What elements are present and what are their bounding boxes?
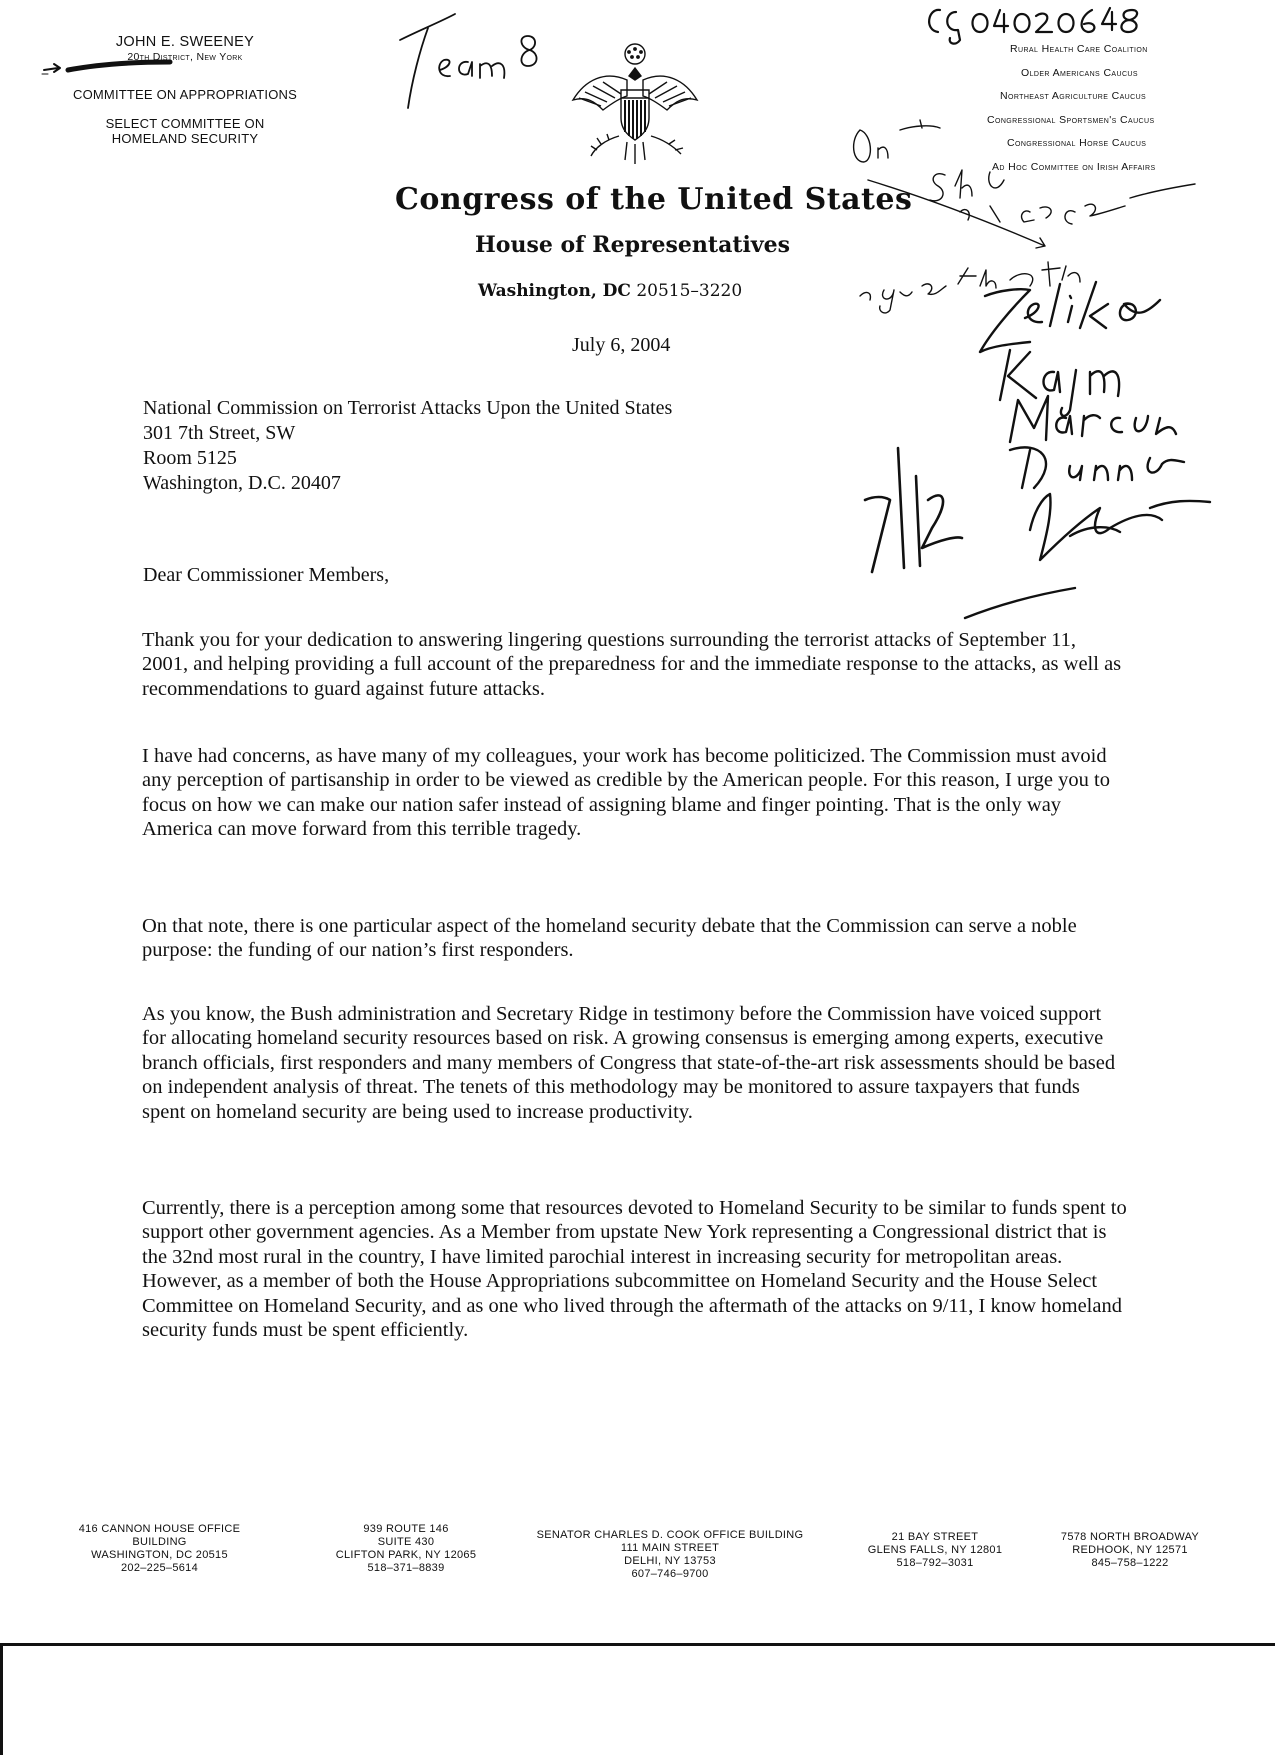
office-line: 939 ROUTE 146 [363,1523,449,1535]
office-line: CLIFTON PARK, NY 12065 [335,1549,477,1561]
recipient-line: Washington, D.C. 20407 [143,472,341,494]
body-paragraph: Currently, there is a perception among some that resources devoted to Homeland Security to be similar to funds spent to support other government agencies. As a Member from upstate New York representing a Congressional district that is the 32nd most rural in the country, I have limited parochial interest in increasing security for metropolitan areas. However, as a member of both the House Appropriations subcommittee on Homeland Security and the House Select Committee on Homeland Security, and as one who lived through the aftermath of the attacks on 9/11, I know homeland security funds must be spent efficiently. [142,1197,1127,1342]
recipient-line: 301 7th Street, SW [143,422,296,444]
office-line: 21 BAY STREET [891,1531,979,1543]
office-line: GLENS FALLS, NY 12801 [867,1544,1003,1556]
handwritten-margin-notes [854,120,1195,313]
caucus-item: Congressional Sportsmen's Caucus [987,113,1155,126]
office-line: WASHINGTON, DC 20515 [91,1549,228,1561]
body-paragraph: Thank you for your dedication to answering lingering questions surrounding the terrorist attacks of September 11, 2001, and helping providing a full account of the preparedness for and the immediate response to the attacks, as well as recommendations to guard against future attacks. [142,629,1122,700]
committee-appropriations: COMMITTEE ON APPROPRIATIONS [72,87,297,102]
recipient-line: Room 5125 [143,447,237,469]
salutation: Dear Commissioner Members, [143,564,390,586]
office-line: SUITE 430 [377,1536,435,1548]
city: Washington, DC [478,281,631,301]
office-phone: 202–225–5614 [120,1562,198,1574]
committee-line-2: HOMELAND SECURITY [111,131,259,146]
body-paragraph: On that note, there is one particular aspect of the homeland security debate that the Commission can serve a noble purpose: the funding of our nation’s first responders. [142,915,1077,962]
caucus-item: Northeast Agriculture Caucus [1000,90,1147,103]
office-phone: 607–746–9700 [631,1568,709,1580]
body-paragraph: I have had concerns, as have many of my colleagues, your work has become politicized. The Commission must avoid any perception of partisanship in order to be viewed as credible by the American people. For this reason, I urge you to focus on how we can make our nation safer instead of assigning blame and finger pointing. That is the only way America can move forward from this terrible tragedy. [142,745,1110,841]
office-line: SENATOR CHARLES D. COOK OFFICE BUILDING [536,1529,804,1541]
recipient-line: National Commission on Terrorist Attacks Upon the United States [143,397,673,419]
handwritten-names [965,282,1210,618]
caucus-item: Rural Health Care Coalition [1010,43,1148,55]
office-line: REDHOOK, NY 12571 [1072,1544,1188,1556]
zip-code: 20515–3220 [636,281,743,301]
handwritten-date-note [865,448,962,572]
caucus-item: Congressional Horse Caucus [1007,137,1147,150]
chamber-heading: House of Representatives [475,232,791,258]
caucus-item: Older Americans Caucus [1021,66,1138,79]
office-phone: 845–758–1222 [1091,1557,1169,1569]
committee-line-1: SELECT COMMITTEE ON [105,116,265,131]
caucus-item: Ad Hoc Committee on Irish Affairs [992,160,1156,173]
handwritten-team-note [400,14,537,108]
handwritten-stamp-code [929,8,1137,44]
institution-heading: Congress of the United States [395,182,913,217]
office-phone: 518–792–3031 [896,1557,974,1569]
body-paragraph: As you know, the Bush administration and Secretary Ridge in testimony before the Commission have voiced support for allocating homeland security resources based on risk. A growing consensus is emerging among experts, executive branch officials, first responders and many members of Congress that state-of-the-art risk assessments should be based on independent analysis of threat. The tenets of this methodology may be monitored to assure taxpayers that funds spent on homeland security are being used to increase productivity. [142,1003,1116,1123]
letter-date: July 6, 2004 [572,334,671,356]
member-district: 20th District, New York [127,51,243,63]
office-line: DELHI, NY 13753 [624,1555,716,1567]
office-line: 111 MAIN STREET [620,1542,720,1554]
member-name: JOHN E. SWEENEY [115,34,255,50]
office-line: 416 CANNON HOUSE OFFICE BUILDING [78,1523,241,1548]
office-line: 7578 NORTH BROADWAY [1060,1531,1200,1543]
office-phone: 518–371–8839 [367,1562,445,1574]
